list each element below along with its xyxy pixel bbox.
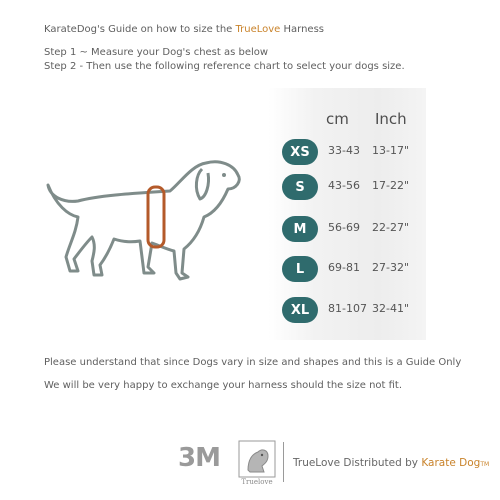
size-row-s <box>282 174 432 204</box>
distributed-by-text <box>293 457 489 469</box>
size-badge: XL <box>282 297 318 323</box>
size-row-xl <box>282 297 432 327</box>
guide-heading <box>44 24 324 35</box>
distributor-name: Karate Dog <box>421 457 481 469</box>
size-inch-value: 22-27" <box>372 221 410 234</box>
size-cm-value: 69-81 <box>328 261 360 274</box>
inch-column-header: Inch <box>375 110 407 128</box>
size-inch-value: 17-22" <box>372 179 410 192</box>
heading-prefix: KarateDog's Guide on how to size the <box>44 24 236 35</box>
step-2-text: Step 2 - Then use the following reference chart to select your dogs size. <box>44 61 405 72</box>
size-badge: M <box>282 216 318 242</box>
size-badge: L <box>282 256 318 282</box>
guide-disclaimer: Please understand that since Dogs vary in size and shapes and this is a Guide Only <box>44 357 462 368</box>
size-inch-value: 32-41" <box>372 302 410 315</box>
truelove-logo-caption: Truelove <box>241 478 273 486</box>
size-row-m <box>282 216 432 246</box>
size-badge: S <box>282 174 318 200</box>
size-cm-value: 81-107 <box>328 302 367 315</box>
trademark-mark: TM <box>480 461 490 468</box>
heading-brand: TrueLove <box>235 24 281 35</box>
cm-column-header: cm <box>326 110 349 128</box>
size-inch-value: 13-17" <box>372 144 410 157</box>
size-badge: XS <box>282 139 318 165</box>
size-inch-value: 27-32" <box>372 261 410 274</box>
size-cm-value: 56-69 <box>328 221 360 234</box>
size-cm-value: 43-56 <box>328 179 360 192</box>
exchange-note: We will be very happy to exchange your harness should the size not fit. <box>44 380 403 391</box>
step-1-text: Step 1 ~ Measure your Dog's chest as below <box>44 47 269 58</box>
harness-ring <box>148 187 164 247</box>
size-row-l <box>282 256 432 286</box>
heading-suffix: Harness <box>280 24 324 35</box>
3m-logo: 3M <box>178 443 220 473</box>
size-cm-value: 33-43 <box>328 144 360 157</box>
truelove-dog-logo <box>238 440 276 478</box>
distributed-prefix: TrueLove Distributed by <box>293 457 422 469</box>
footer-divider <box>283 442 284 482</box>
dog-outline-illustration <box>30 145 250 295</box>
size-row-xs <box>282 139 432 169</box>
